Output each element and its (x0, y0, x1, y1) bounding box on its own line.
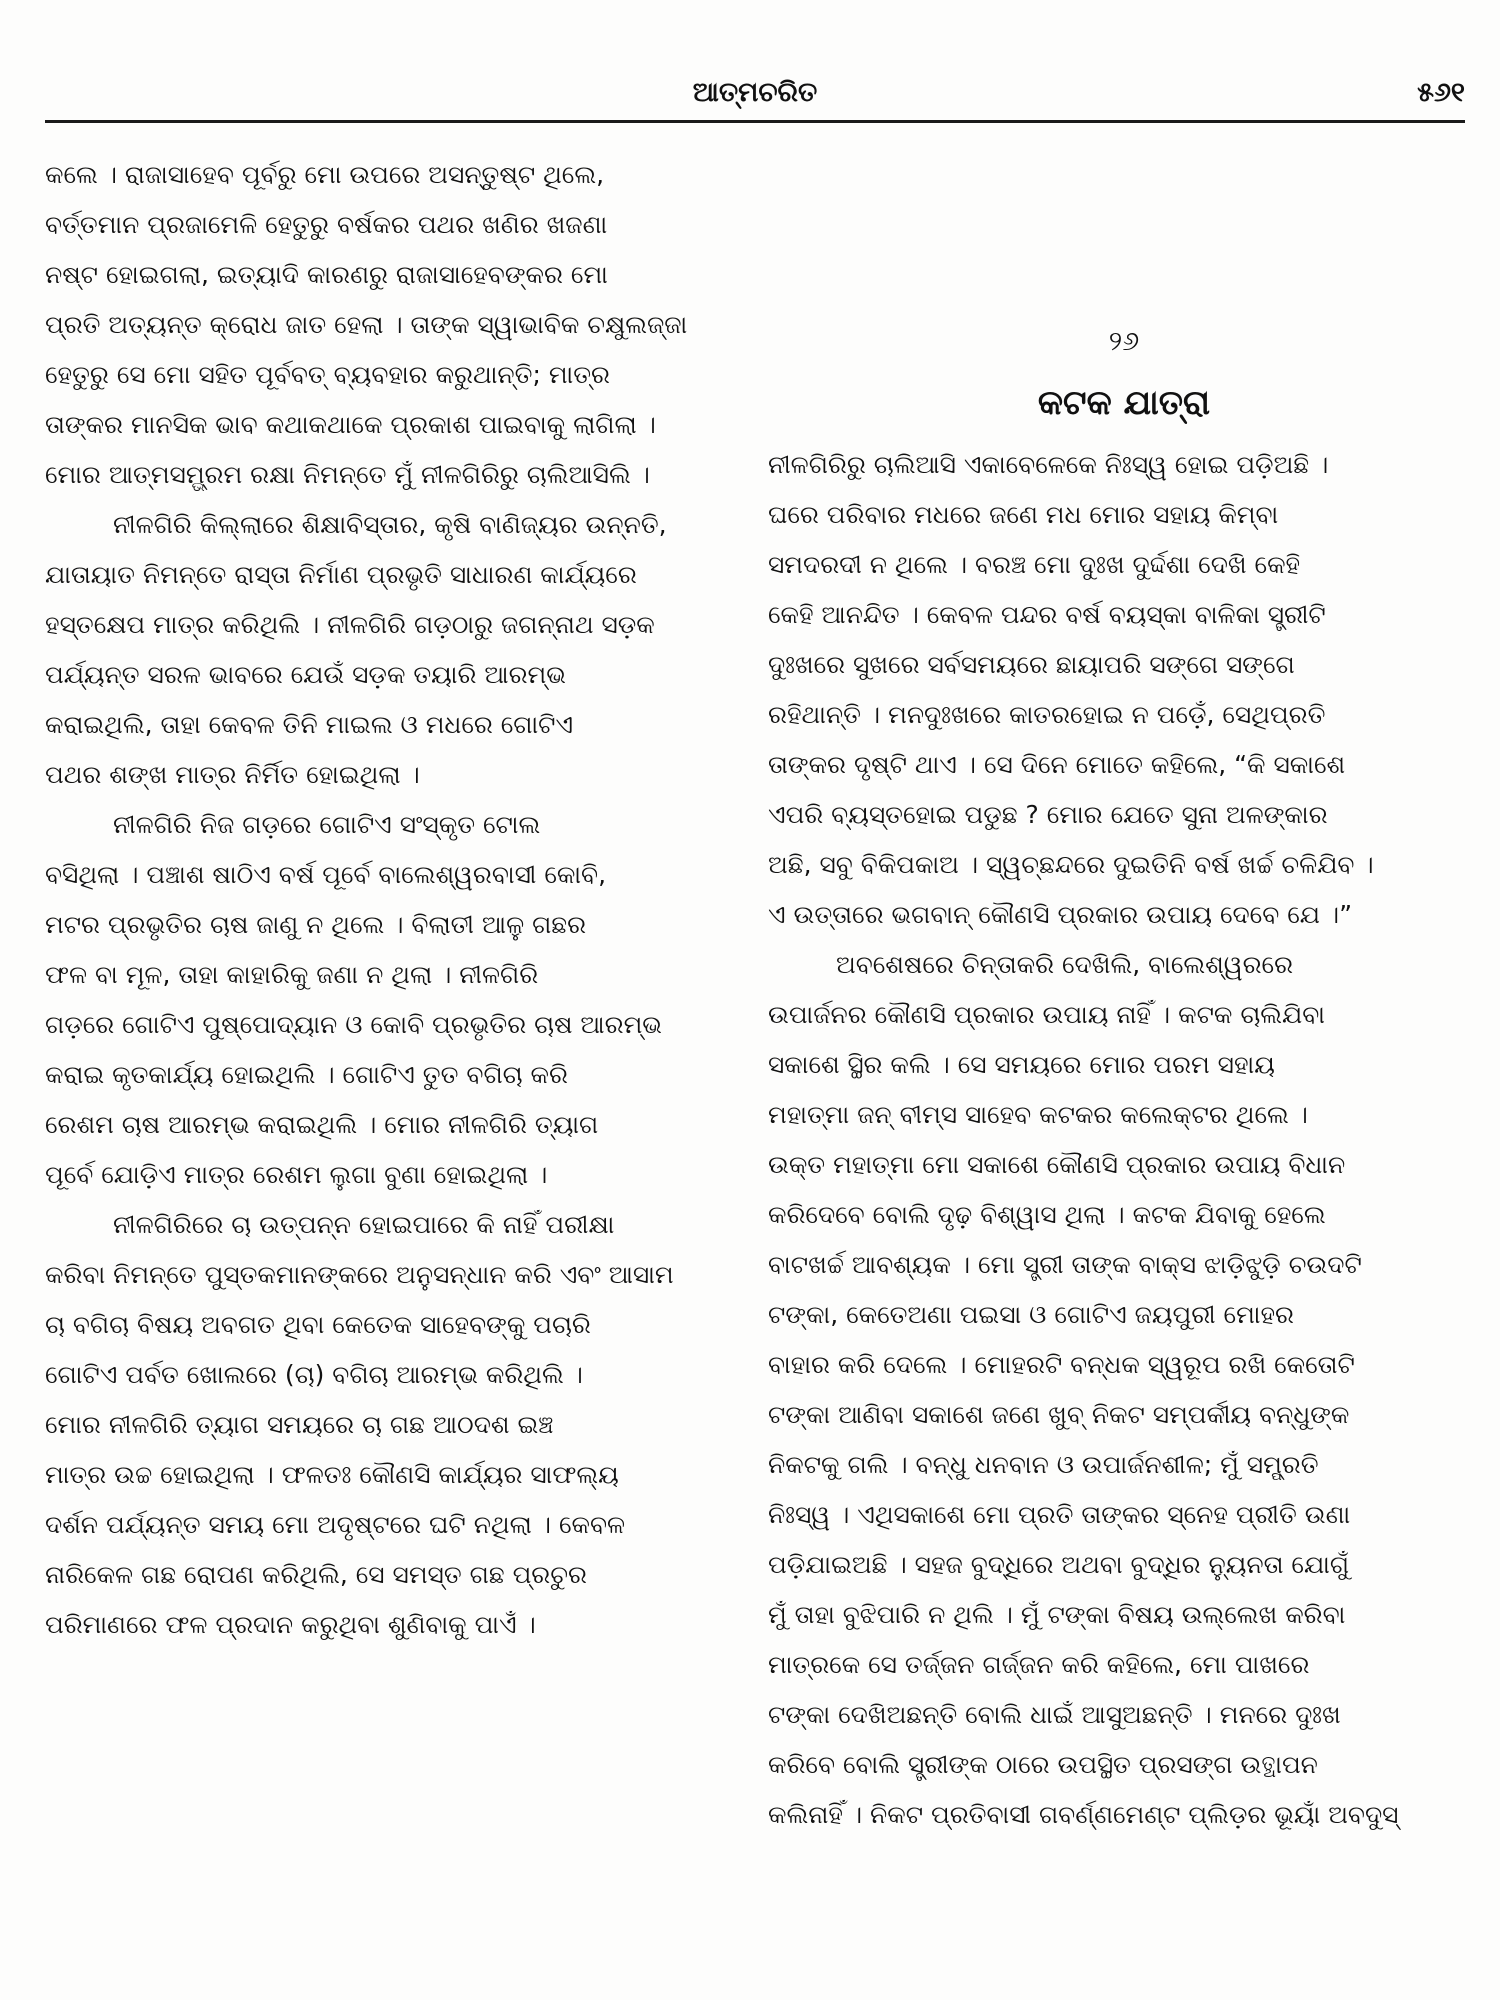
text-line: ଚା ବଗିଚା ବିଷୟ ଅବଗତ ଥିବା କେତେକ ସାହେବଙ୍କୁ ପଚାରି (45, 1310, 591, 1339)
text-line: କଲେ । ରାଜାସାହେବ ପୂର୍ବରୁ ମୋ ଉପରେ ଅସନ୍ତୁଷ୍ଟ ଥିଲେ, (45, 160, 605, 189)
text-line: ଟଙ୍କା, କେତେଅଣା ପଇସା ଓ ଗୋଟିଏ ଜୟପୁରୀ ମୋହର (768, 1300, 1295, 1329)
text-line: ଯାତାୟାତ ନିମନ୍ତେ ରାସ୍ତା ନିର୍ମାଣ ପ୍ରଭୃତି ସାଧାରଣ କାର୍ଯ୍ୟରେ (45, 560, 637, 589)
text-line: ଘରେ ପରିବାର ମଧରେ ଜଣେ ମଧ ମୋର ସହାୟ କିମ୍ବା (768, 500, 1279, 529)
text-line: ରେଶମ ଚାଷ ଆରମ୍ଭ କରାଇଥିଲି । ମୋର ନୀଳଗିରି ତ୍ୟାଗ (45, 1110, 599, 1139)
text-line: ଉପାର୍ଜନର କୌଣସି ପ୍ରକାର ଉପାୟ ନାହିଁ । କଟକ ଚାଲିଯିବା (768, 1000, 1325, 1029)
text-line: ମୋର ନୀଳଗିରି ତ୍ୟାଗ ସମୟରେ ଚା ଗଛ ଆଠଦଶ ଇଞ୍ଚ (45, 1410, 554, 1439)
text-line: ମୁଁ ତାହା ବୁଝିପାରି ନ ଥିଲି । ମୁଁ ଟଙ୍କା ବିଷୟ ଉଲ୍ଲେଖ କରିବା (768, 1600, 1346, 1629)
text-line: କରାଇ କୃତକାର୍ଯ୍ୟ ହୋଇଥିଲି । ଗୋଟିଏ ତୁତ ବଗିଚା କରି (45, 1060, 568, 1089)
chapter-title: କଟକ ଯାତ୍ରା (1037, 383, 1211, 423)
text-line: କରିବେ ବୋଲି ସ୍ତ୍ରୀଙ୍କ ଠାରେ ଉପସ୍ଥିତ ପ୍ରସଙ୍ଗ ଉତ୍ଥାପନ (768, 1750, 1318, 1779)
running-title: ଆତ୍ମଚରିତ (692, 77, 818, 108)
text-line: ନିଃସ୍ୱ । ଏଥିସକାଶେ ମୋ ପ୍ରତି ତାଙ୍କର ସ୍ନେହ ପ୍ରୀତି ଉଣା (768, 1500, 1351, 1529)
text-line: ମୋର ଆତ୍ମସମ୍ଭ୍ରମ ରକ୍ଷା ନିମନ୍ତେ ମୁଁ ନୀଳଗିରିରୁ ଚାଲିଆସିଲି । (45, 460, 650, 489)
left-column (45, 150, 735, 1650)
text-line: ପୂର୍ବେ ଯୋଡ଼ିଏ ମାତ୍ର ରେଶମ ଲୁଗା ବୁଣା ହୋଇଥିଲା । (45, 1160, 548, 1189)
text-line: ନୀଳଗିରି ନିଜ ଗଡ଼ରେ ଗୋଟିଏ ସଂସ୍କୃତ ଟୋଲ (113, 810, 541, 839)
page-number: ୫୬୧ (1417, 77, 1465, 108)
text-line: ପର୍ଯ୍ୟନ୍ତ ସରଳ ଭାବରେ ଯେଉଁ ସଡ଼କ ତୟାରି ଆରମ୍ଭ (45, 660, 566, 689)
text-line: ଉକ୍ତ ମହାତ୍ମା ମୋ ସକାଶେ କୌଣସି ପ୍ରକାର ଉପାୟ ବିଧାନ (768, 1150, 1346, 1179)
text-line: କରିଦେବେ ବୋଲି ଦୃଢ଼ ବିଶ୍ୱାସ ଥିଲା । କଟକ ଯିବାକୁ ହେଲେ (768, 1200, 1326, 1229)
text-line: ନୀଳଗିରି କିଲ୍ଲାରେ ଶିକ୍ଷାବିସ୍ତାର, କୃଷି ବାଣିଜ୍ୟର ଉନ୍ନତି, (113, 510, 667, 539)
text-line: ଅବଶେଷରେ ଚିନ୍ତାକରି ଦେଖିଲି, ବାଲେଶ୍ୱରରେ (836, 950, 1294, 979)
text-line: ନିକଟକୁ ଗଲି । ବନ୍ଧୁ ଧନବାନ ଓ ଉପାର୍ଜନଶୀଳ; ମୁଁ ସମ୍ପ୍ରତି (768, 1450, 1319, 1479)
text-line: ଫଳ ବା ମୂଳ, ତାହା କାହାରିକୁ ଜଣା ନ ଥିଲା । ନୀଳଗିରି (45, 960, 539, 989)
text-line: ଦୁଃଖରେ ସୁଖରେ ସର୍ବସମୟରେ ଛାୟାପରି ସଙ୍ଗେ ସଙ୍ଗେ (768, 650, 1295, 679)
text-line: ସକାଶେ ସ୍ଥିର କଲି । ସେ ସମୟରେ ମୋର ପରମ ସହାୟ (768, 1050, 1275, 1079)
text-line: ଦର୍ଶନ ପର୍ଯ୍ୟନ୍ତ ସମୟ ମୋ ଅଦୃଷ୍ଟରେ ଘଟି ନଥିଲା । କେବଳ (45, 1510, 626, 1539)
header-rule (45, 120, 1465, 123)
text-line: ଟଙ୍କା ଆଣିବା ସକାଶେ ଜଣେ ଖୁବ୍ ନିକଟ ସମ୍ପର୍କୀୟ ବନ୍ଧୁଙ୍କ (768, 1400, 1350, 1429)
text-line: ନଷ୍ଟ ହୋଇଗଲା, ଇତ୍ୟାଦି କାରଣରୁ ରାଜାସାହେବଙ୍କର ମୋ (45, 260, 608, 289)
text-line: ପଡ଼ିଯାଇଅଛି । ସହଜ ବୁଦ୍ଧିରେ ଅଥବା ବୁଦ୍ଧିର ନ୍ୟୁନତା ଯୋଗୁଁ (768, 1550, 1350, 1579)
text-line: କେହି ଆନନ୍ଦିତ । କେବଳ ପନ୍ଦର ବର୍ଷ ବୟସ୍କା ବାଳିକା ସ୍ତ୍ରୀଟି (768, 600, 1326, 629)
text-line: ମାତ୍ରକେ ସେ ତର୍ଜ୍ଜନ ଗର୍ଜ୍ଜନ କରି କହିଲେ, ମୋ ପାଖରେ (768, 1650, 1310, 1679)
text-line: ବସିଥିଲା । ପଞ୍ଚାଶ ଷାଠିଏ ବର୍ଷ ପୂର୍ବେ ବାଲେଶ୍ୱରବାସୀ କୋବି, (45, 860, 607, 889)
text-line: ବାଟଖର୍ଚ୍ଚ ଆବଶ୍ୟକ । ମୋ ସ୍ତ୍ରୀ ତାଙ୍କ ବାକ୍ସ ଝାଡ଼ିଝୁଡ଼ି ଚଉଦଟି (768, 1250, 1362, 1279)
text-line: କରାଇଥିଲି, ତାହା କେବଳ ତିନି ମାଇଲ ଓ ମଧରେ ଗୋଟିଏ (45, 710, 574, 739)
text-line: ପରିମାଣରେ ଫଳ ପ୍ରଦାନ କରୁଥିବା ଶୁଣିବାକୁ ପାଏଁ । (45, 1610, 536, 1639)
running-header (45, 68, 1465, 118)
text-line: ଏ ଉତ୍ତାରେ ଭଗବାନ୍ କୌଣସି ପ୍ରକାର ଉପାୟ ଦେବେ ଯେ ।” (768, 900, 1353, 929)
text-line: ନାରିକେଳ ଗଛ ରୋପଣ କରିଥିଲି, ସେ ସମସ୍ତ ଗଛ ପ୍ରଚୁର (45, 1560, 587, 1589)
text-line: ନୀଳଗିରିରେ ଚା ଉତ୍ପନ୍ନ ହୋଇପାରେ କି ନାହିଁ ପରୀକ୍ଷା (113, 1210, 615, 1239)
text-line: ଟଙ୍କା ଦେଖିଅଛନ୍ତି ବୋଲି ଧାଇଁ ଆସୁଅଛନ୍ତି । ମନରେ ଦୁଃଖ (768, 1700, 1341, 1729)
text-line: ଗୋଟିଏ ପର୍ବତ ଖୋଲରେ (ଚା) ବଗିଚା ଆରମ୍ଭ କରିଥିଲି । (45, 1360, 583, 1389)
text-line: ତାଙ୍କର ଦୃଷ୍ଟି ଥାଏ । ସେ ଦିନେ ମୋତେ କହିଲେ, “କି ସକାଶେ (768, 750, 1346, 779)
text-line: ସମଦରଦୀ ନ ଥିଲେ । ବରଞ୍ଚ ମୋ ଦୁଃଖ ଦୁର୍ଦ୍ଦଶା ଦେଖି କେହି (768, 550, 1301, 579)
text-line: ବାହାର କରି ଦେଲେ । ମୋହରଟି ବନ୍ଧକ ସ୍ୱରୂପ ରଖି କେତୋଟି (768, 1350, 1355, 1379)
text-line: ହେତୁରୁ ସେ ମୋ ସହିତ ପୂର୍ବବତ୍ ବ୍ୟବହାର କରୁଥାନ୍ତି; ମାତ୍ର (45, 360, 611, 389)
text-line: ଗଡ଼ରେ ଗୋଟିଏ ପୁଷ୍ପୋଦ୍ୟାନ ଓ କୋବି ପ୍ରଭୃତିର ଚାଷ ଆରମ୍ଭ (45, 1010, 662, 1039)
text-line: କରିବା ନିମନ୍ତେ ପୁସ୍ତକମାନଙ୍କରେ ଅନୁସନ୍ଧାନ କରି ଏବଂ ଆସାମ (45, 1260, 674, 1289)
text-line: ପଥର ଶଙ୍ଖ ମାତ୍ର ନିର୍ମିତ ହୋଇଥିଲା । (45, 760, 420, 789)
text-line: କଲିନାହିଁ । ନିକଟ ପ୍ରତିବାସୀ ଗବର୍ଣ୍ଣମେଣ୍ଟ ପ୍ଲିଡ଼ର ଭୂୟାଁ ଅବଦୁସ୍ (768, 1800, 1399, 1829)
text-line: ନୀଳଗିରିରୁ ଚାଲିଆସି ଏକାବେଳେକେ ନିଃସ୍ୱ ହୋଇ ପଡ଼ିଅଛି । (768, 450, 1329, 479)
text-line: ହସ୍ତକ୍ଷେପ ମାତ୍ର କରିଥିଲି । ନୀଳଗିରି ଗଡ଼ଠାରୁ ଜଗନ୍ନାଥ ସଡ଼କ (45, 610, 655, 639)
text-line: ପ୍ରତି ଅତ୍ୟନ୍ତ କ୍ରୋଧ ଜାତ ହେଲା । ତାଙ୍କ ସ୍ୱାଭାବିକ ଚକ୍ଷୁଲଜ୍ଜା (45, 310, 688, 339)
text-line: ମାତ୍ର ଉଚ୍ଚ ହୋଇଥିଲା । ଫଳତଃ କୌଣସି କାର୍ଯ୍ୟର ସାଫଲ୍ୟ (45, 1460, 619, 1489)
text-line: ତାଙ୍କର ମାନସିକ ଭାବ କଥାକଥାକେ ପ୍ରକାଶ ପାଇବାକୁ ଲାଗିଲା । (45, 410, 656, 439)
text-line: ଏପରି ବ୍ୟସ୍ତହୋଇ ପଡୁଛ ? ମୋର ଯେତେ ସୁନା ଅଳଙ୍କାର (768, 800, 1328, 829)
text-line: ମଟର ପ୍ରଭୃତିର ଚାଷ ଜାଣୁ ନ ଥିଲେ । ବିଲାତୀ ଆଳୁ ଗଛର (45, 910, 587, 939)
text-line: ରହିଥାନ୍ତି । ମନଦୁଃଖରେ କାତରହୋଇ ନ ପଡ଼େଁ, ସେଥିପ୍ରତି (768, 700, 1326, 729)
text-line: ବର୍ତ୍ତମାନ ପ୍ରଜାମେଳି ହେତୁରୁ ବର୍ଷକର ପଥର ଖଣିର ଖଜଣା (45, 210, 608, 239)
chapter-number: ୨୬ (1108, 326, 1140, 357)
text-line: ଅଛି, ସବୁ ବିକିପକାଅ । ସ୍ୱଚ୍ଛନ୍ଦରେ ଦୁଇତିନି ବର୍ଷ ଖର୍ଚ୍ଚ ଚଳିଯିବ । (768, 850, 1374, 879)
text-line: ମହାତ୍ମା ଜନ୍ ବୀମ୍ସ ସାହେବ କଟକର କଲେକ୍ଟର ଥିଲେ । (768, 1100, 1308, 1129)
right-column (768, 440, 1480, 1840)
